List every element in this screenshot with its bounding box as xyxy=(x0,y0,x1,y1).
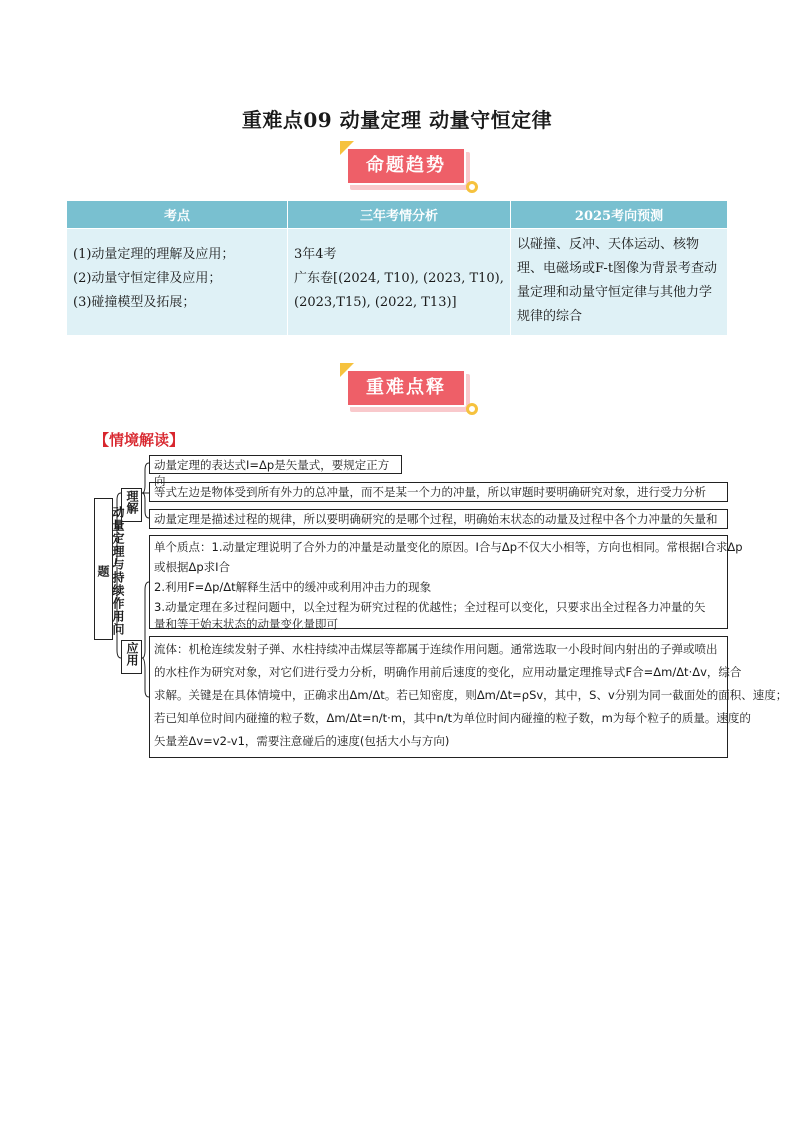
point-line: (3)碰撞模型及拓展； xyxy=(73,295,196,310)
trend-badge-label: 命题趋势 xyxy=(346,147,466,185)
analysis-line: 3年4考 xyxy=(294,247,337,262)
point-line: (1)动量定理的理解及应用； xyxy=(73,247,235,262)
text-line: 2.利用F=Δp/Δt解释生活中的缓冲或利用冲击力的现象 xyxy=(154,580,432,594)
table-header: 考点 xyxy=(67,201,288,229)
text-line: 矢量差Δv=v2-v1，需要注意碰后的速度(包括大小与方向) xyxy=(154,734,450,748)
understand-item-3: 动量定理是描述过程的规律，所以要明确研究的是哪个过程，明确始末状态的动量及过程中各个力冲量的矢量和 xyxy=(149,509,728,529)
analysis-line: 广东卷[(2024, T10), (2023, T10), xyxy=(294,271,504,286)
apply-item-particle xyxy=(149,535,743,631)
apply-item-fluid xyxy=(149,636,788,758)
branch-understand: 理解 xyxy=(121,488,142,522)
text-line: 的水柱作为研究对象，对它们进行受力分析，明确作用前后速度的变化，应用动量定理推导式F合=Δm/Δt·Δv，综合 xyxy=(154,665,742,679)
text-line: 3.动量定理在多过程问题中，以全过程为研究过程的优越性；全过程可以变化，只要求出全过程各力冲量的矢 xyxy=(154,600,706,614)
text-line: 单个质点：1.动量定理说明了合外力的冲量是动量变化的原因。I合与Δp不仅大小相等，方向也相同。常根据I合求Δp xyxy=(154,540,743,554)
analysis-line: (2023,T15), (2022, T13)] xyxy=(294,295,457,310)
understand-item-2: 等式左边是物体受到所有外力的总冲量，而不是某一个力的冲量，所以审题时要明确研究对象，进行受力分析 xyxy=(149,482,728,502)
point-line: (2)动量守恒定律及应用； xyxy=(73,271,222,286)
text-line: 或根据Δp求I合 xyxy=(154,560,231,574)
table-header: 三年考情分析 xyxy=(288,201,511,229)
mindmap-root: 动量定理与持续作用问题 xyxy=(94,498,113,640)
understand-item-1: 动量定理的表达式I=Δp是矢量式，要规定正方向 xyxy=(149,455,402,474)
explain-badge-label: 重难点释 xyxy=(346,369,466,407)
branch-apply: 应用 xyxy=(121,640,142,674)
text-line: 求解。关键是在具体情境中，正确求出Δm/Δt。若已知密度，则Δm/Δt=ρSv，其中，S、v分别为同一截面处的面积、速度； xyxy=(154,688,788,702)
page-title: 重难点09 动量定理 动量守恒定律 xyxy=(241,108,553,132)
table-cell-forecast: 以碰撞、反冲、天体运动、核物理、电磁场或F-t图像为背景考查动量定理和动量守恒定律与其他力学规律的综合 xyxy=(511,229,728,336)
table-header: 2025考向预测 xyxy=(511,201,728,229)
text-line: 若已知单位时间内碰撞的粒子数，Δm/Δt=n/t·m，其中n/t为单位时间内碰撞的粒子数，m为每个粒子的质量。速度的 xyxy=(154,711,751,725)
text-line: 量和等于始末状态的动量变化量即可 xyxy=(154,617,338,631)
section-label: 【情境解读】 xyxy=(94,431,185,449)
text-line: 流体：机枪连续发射子弹、水柱持续冲击煤层等都属于连续作用问题。通常选取一小段时间内射出的子弹或喷出 xyxy=(154,642,718,656)
